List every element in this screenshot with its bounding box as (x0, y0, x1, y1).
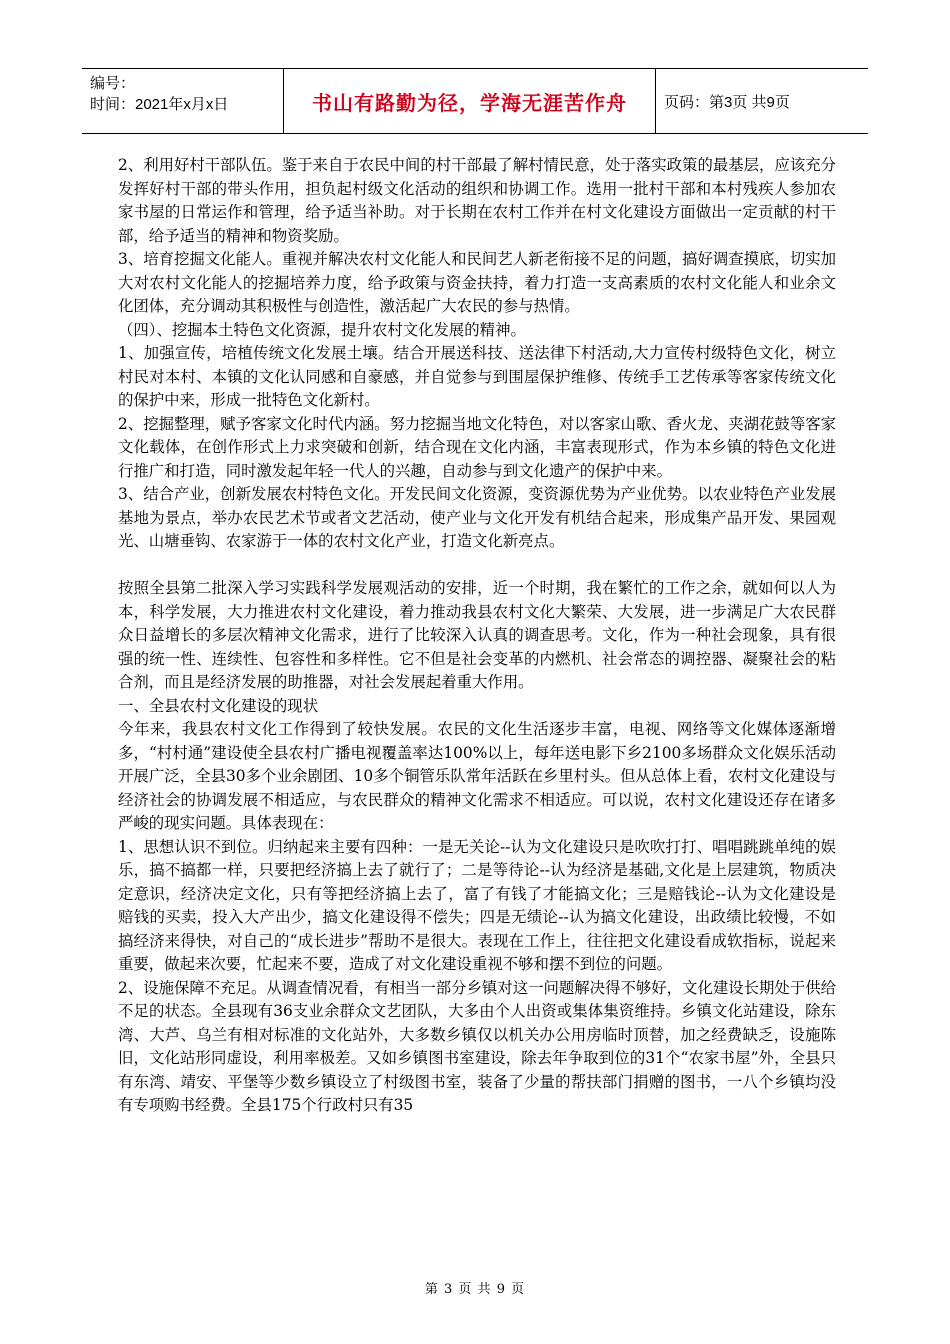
body-paragraph: 3、结合产业，创新发展农村特色文化。开发民间文化资源，变资源优势为产业优势。以农业特色产业发展基地为景点，举办农民艺术节或者文艺活动，使产业与文化开发有机结合起来，形成集产品开发、果园观光、山塘垂钩、农家游于一体的农村文化产业，打造文化新亮点。 (118, 485, 836, 550)
header-page-number: 页码：第3页 共9页 (664, 93, 790, 111)
body-paragraph: 2、设施保障不充足。从调查情况看，有相当一部分乡镇对这一问题解决得不够好，文化建设长期处于供给不足的状态。全县现有36支业余群众文艺团队，大多由个人出资或集体集资维持。乡镇文化站建设，除东湾、大芦、乌兰有相对标准的文化站外，大多数乡镇仅以机关办公用房临时顶替，加之经费缺乏，设施陈旧，文化站形同虚设，利用率极差。又如乡镇图书室建设，除去年争取到位的31个“农家书屋”外，全县只有东湾、靖安、平堡等少数乡镇设立了村级图书室，装备了少量的帮扶部门捐赠的图书，一八个乡镇均没有专项购书经费。全县175个行政村只有35 (118, 978, 836, 1114)
body-paragraph: 1、思想认识不到位。归纳起来主要有四种：一是无关论--认为文化建设只是吹吹打打、唱唱跳跳单纯的娱乐，搞不搞都一样，只要把经济搞上去了就行了；二是等待论--认为经济是基础,文化是上层建筑，物质决定意识，经济决定文化，只有等把经济搞上去了，富了有钱了才能搞文化；三是赔钱论--认为文化建设是赔钱的买卖，投入大产出少，搞文化建设得不偿失；四是无绩论--认为搞文化建设，出政绩比较慢，不如搞经济来得快，对自己的“成长进步”帮助不是很大。表现在工作上，往往把文化建设看成软指标，说起来重要，做起来次要，忙起来不要，造成了对文化建设重视不够和摆不到位的问题。 (118, 837, 836, 973)
body-paragraph: 2、利用好村干部队伍。鉴于来自于农民中间的村干部最了解村情民意，处于落实政策的最基层，应该充分发挥好村干部的带头作用，担负起村级文化活动的组织和协调工作。选用一批村干部和本村残疾人参加农家书屋的日常运作和管理，给予适当补助。对于长期在农村工作并在村文化建设方面做出一定贡献的村干部，给予适当的精神和物资奖励。 (118, 156, 836, 245)
document-date-label: 时间：2021年x月x日 (90, 96, 229, 113)
body-paragraph: 2、挖掘整理，赋予客家文化时代内涵。努力挖掘当地文化特色，对以客家山歌、香火龙、夹湖花鼓等客家文化载体，在创作形式上力求突破和创新，结合现在文化内涵，丰富表现形式，作为本乡镇的特色文化进行推广和打造，同时激发起年轻一代人的兴趣，自动参与到文化遗产的保护中来。 (118, 414, 836, 480)
body-paragraph: （四）、挖掘本土特色文化资源，提升农村文化发展的精神。 (118, 320, 526, 339)
body-paragraph: 按照全县第二批深入学习实践科学发展观活动的安排，近一个时期，我在繁忙的工作之余，就如何以人为本，科学发展，大力推进农村文化建设，着力推动我县农村文化大繁荣、大发展，进一步满足广大农民群众日益增长的多层次精神文化需求，进行了比较深入认真的调查思考。文化，作为一种社会现象，具有很强的统一性、连续性、包容性和多样性。它不但是社会变革的内燃机、社会常态的调控器、凝聚社会的粘合剂，而且是经济发展的助推器，对社会发展起着重大作用。 (118, 579, 836, 691)
page-header (82, 68, 868, 134)
body-paragraph: 1、加强宣传，培植传统文化发展土壤。结合开展送科技、送法律下村活动,大力宣传村级特色文化，树立村民对本村、本镇的文化认同感和自豪感，并自觉参与到围屋保护维修、传统手工艺传承等客家传统文化的保护中来，形成一批特色文化新村。 (118, 344, 836, 409)
page-footer: 第 3 页 共 9 页 (424, 1282, 526, 1297)
document-body (118, 154, 836, 1118)
paragraph-spacer (118, 554, 836, 578)
body-paragraph: 今年来，我县农村文化工作得到了较快发展。农民的文化生活逐步丰富，电视、网络等文化媒体逐渐增多，“村村通”建设使全县农村广播电视覆盖率达100%以上，每年送电影下乡2100多场群众文化娱乐活动开展广泛，全县30多个业余剧团、10多个铜管乐队常年活跃在乡里村头。但从总体上看，农村文化建设与经济社会的协调发展不相适应，与农民群众的精神文化需求不相适应。可以说，农村文化建设还存在诸多严峻的现实问题。具体表现在： (118, 720, 836, 832)
document-number-label: 编号： (90, 75, 136, 92)
header-motto: 书山有路勤为径，学海无涯苦作舟 (284, 69, 656, 133)
body-paragraph: 一、全县农村文化建设的现状 (118, 696, 319, 715)
body-paragraph: 3、培育挖掘文化能人。重视并解决农村文化能人和民间艺人新老衔接不足的问题，搞好调查摸底，切实加大对农村文化能人的挖掘培养力度，给予政策与资金扶持，着力打造一支高素质的农村文化能人和业余文化团体，充分调动其积极性与创造性，激活起广大农民的参与热情。 (118, 250, 836, 315)
header-meta (82, 69, 284, 133)
